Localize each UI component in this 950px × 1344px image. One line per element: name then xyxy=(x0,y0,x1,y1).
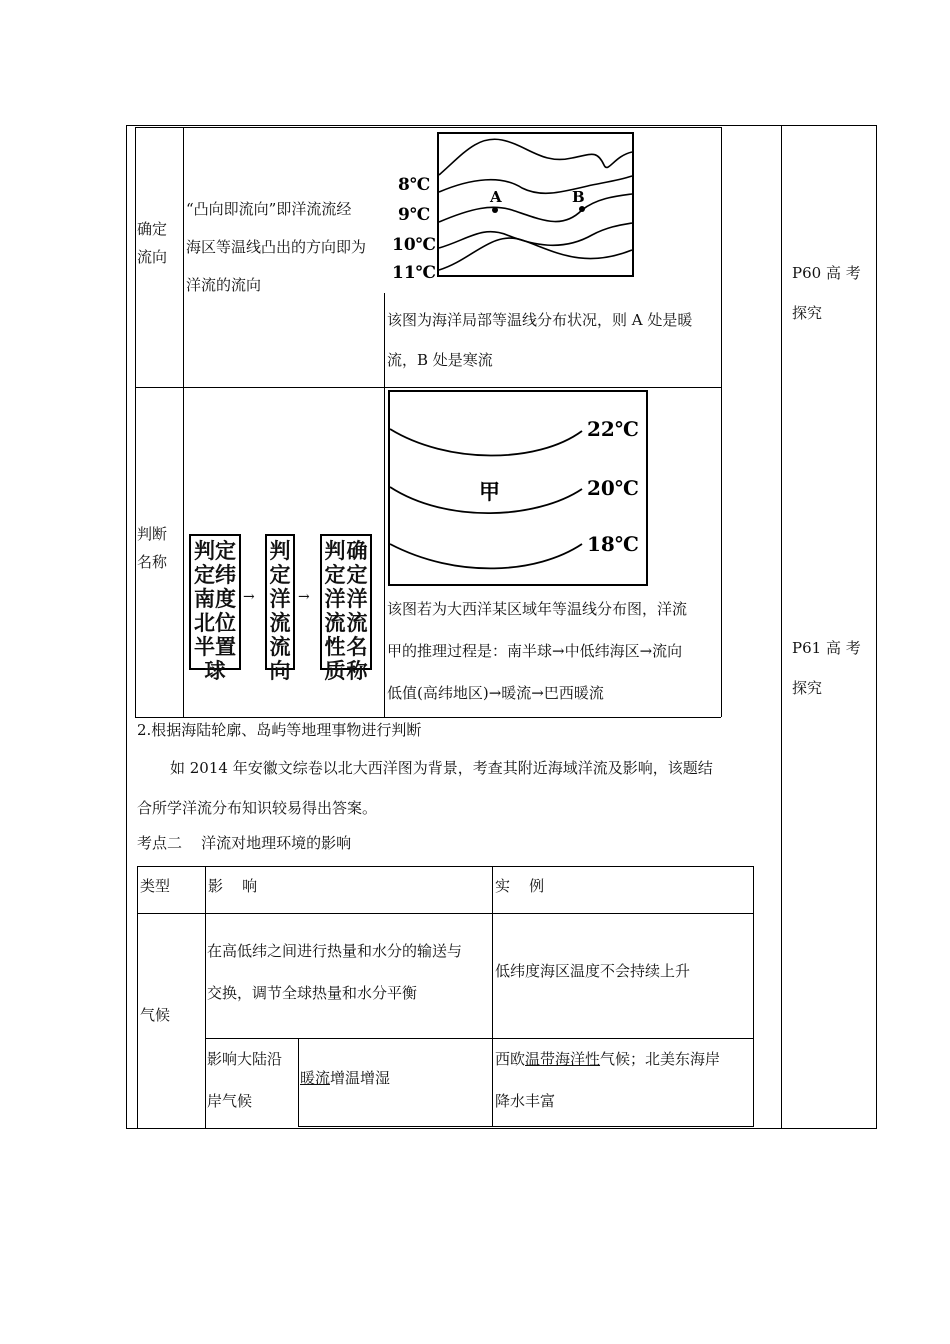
t2-r1-effect-line-2: 交换，调节全球热量和水分平衡 xyxy=(207,984,418,1002)
t2-r2-ex-b: 气候；北美东海岸 xyxy=(600,1050,721,1068)
t2-r2-effect-rest: 增温增湿 xyxy=(330,1069,391,1087)
flow-box3-c2-5: 名 xyxy=(346,635,368,659)
flow-box-determine-name xyxy=(320,534,372,683)
row2-reference xyxy=(792,628,872,708)
t2-header-example: 实 例 xyxy=(495,877,545,895)
isotherm-8 xyxy=(439,176,632,193)
isotherm-18 xyxy=(390,544,582,568)
flow-box2-char-4: 流 xyxy=(269,611,291,635)
flow-box-determine-hemisphere xyxy=(189,534,241,683)
flow-box1-line-3: 南度 xyxy=(194,587,236,611)
flow-box3-c2-4: 流 xyxy=(346,611,368,635)
row2-fig-divider xyxy=(384,387,385,717)
flow-box-determine-direction xyxy=(265,534,295,683)
t2-type-divider xyxy=(205,866,206,1128)
t2-r2-example-line-1 xyxy=(495,1038,753,1080)
isotherm-figure-1 xyxy=(392,130,637,280)
flow-box3-col-1 xyxy=(324,539,346,683)
t2-r2-sub-line-1: 影响大陆沿 xyxy=(207,1050,283,1068)
flow-box3-c1-6: 质 xyxy=(324,659,346,683)
temp-label-8: 8℃ xyxy=(398,175,431,195)
row1-desc-line-3: 洋流的流向 xyxy=(186,276,262,294)
t2-bottom-line xyxy=(298,1126,754,1127)
t2-r2-effect xyxy=(300,1058,390,1098)
inner-top-line xyxy=(135,127,721,128)
row1-note-line-2: 流，B 处是寒流 xyxy=(387,351,493,369)
temp-label-9: 9℃ xyxy=(398,205,431,225)
t2-left-line xyxy=(137,866,138,1128)
t2-r1-example: 低纬度海区温度不会持续上升 xyxy=(495,962,691,980)
flow-box2-char-6: 向 xyxy=(269,659,291,683)
isotherm-22 xyxy=(390,429,582,456)
t2-r1-effect-line-1: 在高低纬之间进行热量和水分的输送与 xyxy=(207,942,463,960)
frame-bottom-line xyxy=(126,1128,877,1129)
flow-box1-line-4: 北位 xyxy=(194,611,236,635)
flow-arrow-2: → xyxy=(298,589,310,605)
row2-note-line-1: 该图若为大西洋某区域年等温线分布图，洋流 xyxy=(387,600,688,618)
body-line-1: 如 2014 年安徽文综卷以北大西洋图为背景，考查其附近海域洋流及影响，该题结 xyxy=(170,759,713,777)
row1-desc-line-2: 海区等温线凸出的方向即为 xyxy=(186,238,367,256)
isotherm-figure-2 xyxy=(387,389,649,589)
row1-ref-line-1: P60 高 考 xyxy=(792,264,861,282)
body-line-2: 合所学洋流分布知识较易得出答案。 xyxy=(137,799,378,817)
temp-label-10: 10℃ xyxy=(392,235,437,255)
temp-label-22: 22℃ xyxy=(587,417,639,441)
temp-label-20: 20℃ xyxy=(587,476,639,500)
point-b-label: B xyxy=(572,188,585,206)
row2-label: 判断名称 xyxy=(137,525,168,571)
flow-box1-line-2: 定纬 xyxy=(194,563,236,587)
flow-box1-line-5: 半置 xyxy=(194,635,236,659)
row1-label: 确定流向 xyxy=(137,220,168,266)
body-paragraph xyxy=(137,748,777,828)
temp-label-18: 18℃ xyxy=(587,532,639,556)
section-heading: 考点二 洋流对地理环境的影响 xyxy=(137,834,352,852)
frame-ref-divider xyxy=(781,125,782,1129)
t2-r2-effect-underlined: 暖流 xyxy=(300,1069,331,1087)
t2-header-type: 类型 xyxy=(140,877,171,895)
temp-label-11: 11℃ xyxy=(392,263,437,280)
flow-box3-c2-1: 确 xyxy=(346,539,368,563)
flow-box1-line-1: 判定 xyxy=(194,539,236,563)
frame-top-line xyxy=(126,125,877,126)
isotherm-9 xyxy=(439,194,632,222)
inner-left-line xyxy=(135,127,136,717)
flow-box2-char-5: 流 xyxy=(269,635,291,659)
row2-ref-line-2: 探究 xyxy=(792,679,823,697)
fig-right-line xyxy=(721,127,722,717)
flow-box1-line-6: 球 xyxy=(204,659,226,683)
flow-box3-c1-2: 定 xyxy=(324,563,346,587)
t2-header-effect: 影 响 xyxy=(208,877,258,895)
row2-note-line-2: 甲的推理过程是：南半球→中低纬海区→流向 xyxy=(387,642,683,660)
row1-note xyxy=(387,300,721,380)
point-a-label: A xyxy=(490,188,502,206)
row2-note xyxy=(387,588,721,714)
frame-right-line xyxy=(876,125,877,1129)
row1-ref-line-2: 探究 xyxy=(792,304,823,322)
flow-box3-c1-4: 流 xyxy=(324,611,346,635)
point-b-dot xyxy=(579,206,585,212)
t2-r1-effect xyxy=(207,930,493,1014)
flow-box3-c2-6: 称 xyxy=(346,659,368,683)
t2-sub-divider xyxy=(298,1038,299,1127)
flow-box2-char-2: 定 xyxy=(269,563,291,587)
t2-r2-sub xyxy=(207,1038,297,1122)
flow-box3-c1-5: 性 xyxy=(324,635,346,659)
row1-desc-line-1: “凸向即流向”即洋流流经 xyxy=(186,200,352,218)
t2-type-climate: 气候 xyxy=(140,1006,171,1024)
flow-box2-char-3: 洋 xyxy=(269,587,291,611)
label-divider xyxy=(183,127,184,717)
current-jia-label: 甲 xyxy=(479,480,500,504)
t2-r2-example-line-2: 降水丰富 xyxy=(495,1092,556,1110)
row2-note-line-3: 低值(高纬地区)→暖流→巴西暖流 xyxy=(387,684,604,702)
flow-box2-char-1: 判 xyxy=(269,539,291,563)
frame-left-line xyxy=(126,125,127,1129)
row2-ref-line-1: P61 高 考 xyxy=(792,639,861,657)
t2-r2-sub-line-2: 岸气候 xyxy=(207,1092,253,1110)
point-a-dot xyxy=(492,207,498,213)
flow-arrow-1: → xyxy=(243,589,255,605)
flow-box3-c1-1: 判 xyxy=(324,539,346,563)
item-2-heading: 2.根据海陆轮廓、岛屿等地理事物进行判断 xyxy=(137,721,422,739)
t2-right-line xyxy=(753,866,754,1127)
t2-r2-ex-a: 西欧 xyxy=(495,1050,526,1068)
row-divider xyxy=(135,387,721,388)
fig1-coastline xyxy=(439,139,632,175)
row1-desc xyxy=(186,190,382,304)
flow-box3-c2-3: 洋 xyxy=(346,587,368,611)
row1-note-divider xyxy=(384,293,385,387)
row1-reference xyxy=(792,253,872,333)
flow-box3-col-2 xyxy=(346,539,368,683)
flow-box3-c1-3: 洋 xyxy=(324,587,346,611)
t2-header-line xyxy=(137,913,754,914)
t2-r2-example xyxy=(495,1038,753,1122)
flow-box3-c2-2: 定 xyxy=(346,563,368,587)
t2-r2-ex-underlined: 温带海洋性 xyxy=(525,1050,601,1068)
row1-note-line-1: 该图为海洋局部等温线分布状况，则 A 处是暖 xyxy=(387,311,693,329)
